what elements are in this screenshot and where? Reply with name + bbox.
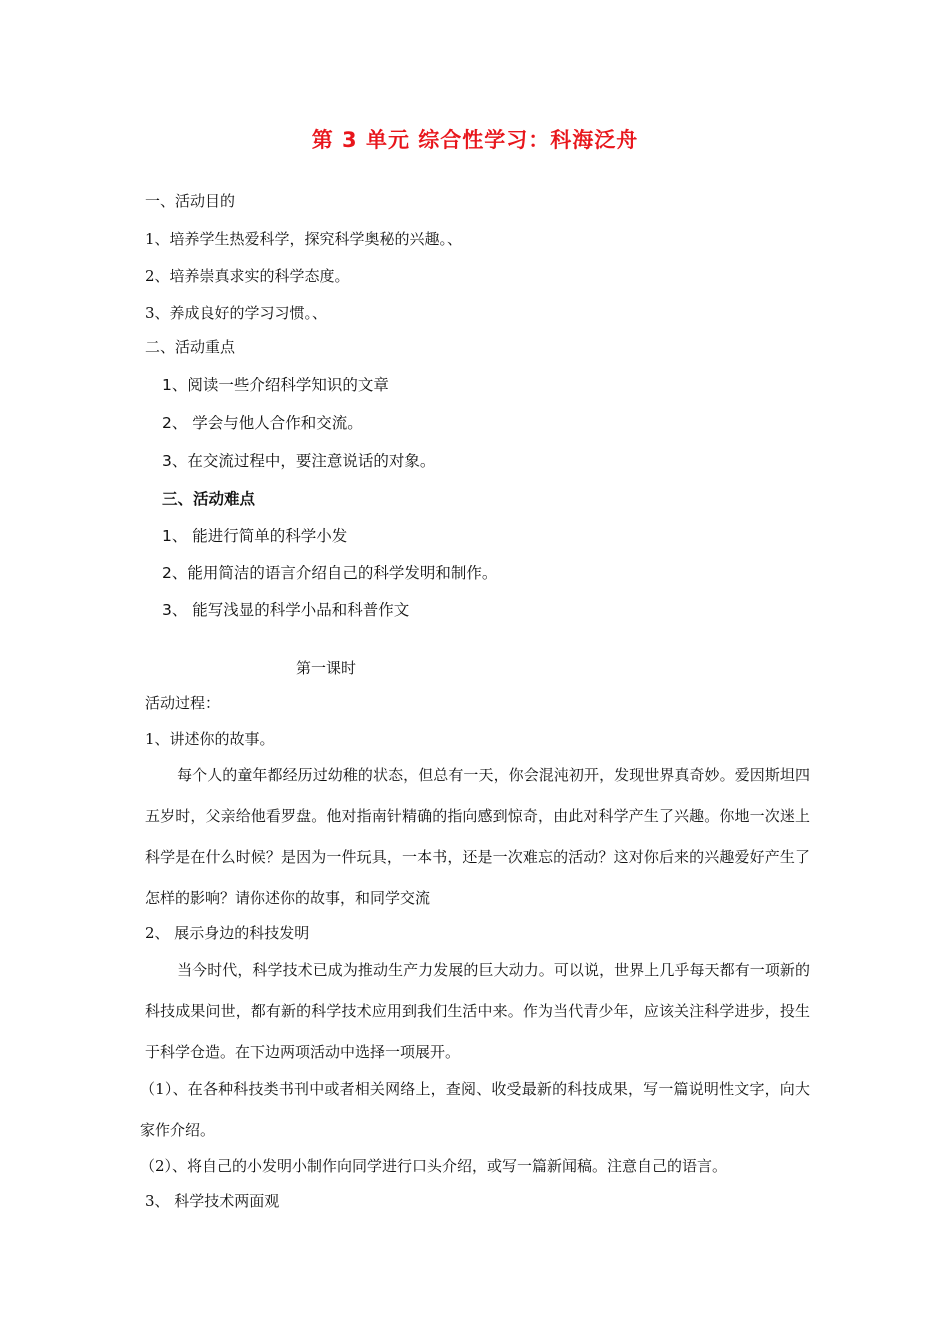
step2-option-2: （2）、将自己的小发明小制作向同学进行口头介绍，或写一篇新闻稿。注意自己的语言。: [140, 1157, 728, 1175]
focus-item-2: 2、 学会与他人合作和交流。: [162, 414, 363, 432]
step2-option-1: （1）、在各种科技类书刊中或者相关网络上，查阅、收受最新的科技成果，写一篇说明性文字，向大家作介绍。: [140, 1080, 810, 1139]
goals-heading: 一、活动目的: [145, 192, 236, 210]
step2-body: [145, 950, 810, 1073]
document-title: 第 3 单元 综合性学习：科海泛舟: [311, 128, 639, 152]
difficulty-item-1: 1、 能进行简单的科学小发: [162, 527, 348, 545]
difficulty-heading: 三、活动难点: [162, 490, 256, 508]
focus-item-3: 3、在交流过程中，要注意说话的对象。: [162, 452, 436, 470]
step2-title: 2、 展示身边的科技发明: [145, 924, 310, 942]
goal-item-1: 1、培养学生热爱科学，探究科学奥秘的兴趣。、: [145, 230, 463, 248]
step1-title: 1、讲述你的故事。: [145, 730, 275, 748]
process-label: 活动过程：: [145, 694, 221, 712]
lesson-heading: 第一课时: [296, 659, 357, 677]
step1-body-text: 每个人的童年都经历过幼稚的状态，但总有一天，你会混沌初开，发现世界真奇妙。爱因斯坦四五岁时，父亲给他看罗盘。他对指南针精确的指向感到惊奇，由此对科学产生了兴趣。你地一次迷上科学是在什么时候？是因为一件玩具，一本书，还是一次难忘的活动？这对你后来的兴趣爱好产生了怎样的影响？请你述你的故事，和同学交流: [145, 766, 810, 907]
difficulty-item-2: 2、能用简洁的语言介绍自己的科学发明和制作。: [162, 564, 498, 582]
goal-item-2: 2、培养崇真求实的科学态度。: [145, 267, 350, 285]
step3-title: 3、 科学技术两面观: [145, 1192, 280, 1210]
step1-body: [145, 755, 810, 919]
difficulty-item-3: 3、 能写浅显的科学小品和科普作文: [162, 601, 410, 619]
focus-heading: 二、活动重点: [145, 338, 236, 356]
goal-item-3: 3、养成良好的学习习惯。、: [145, 304, 328, 322]
focus-item-1: 1、阅读一些介绍科学知识的文章: [162, 376, 389, 394]
step2-body-text: 当今时代，科学技术已成为推动生产力发展的巨大动力。可以说，世界上几乎每天都有一项新的科技成果问世，都有新的科学技术应用到我们生活中来。作为当代青少年，应该关注科学进步，投生于科学仓造。在下边两项活动中选择一项展开。: [145, 961, 810, 1061]
